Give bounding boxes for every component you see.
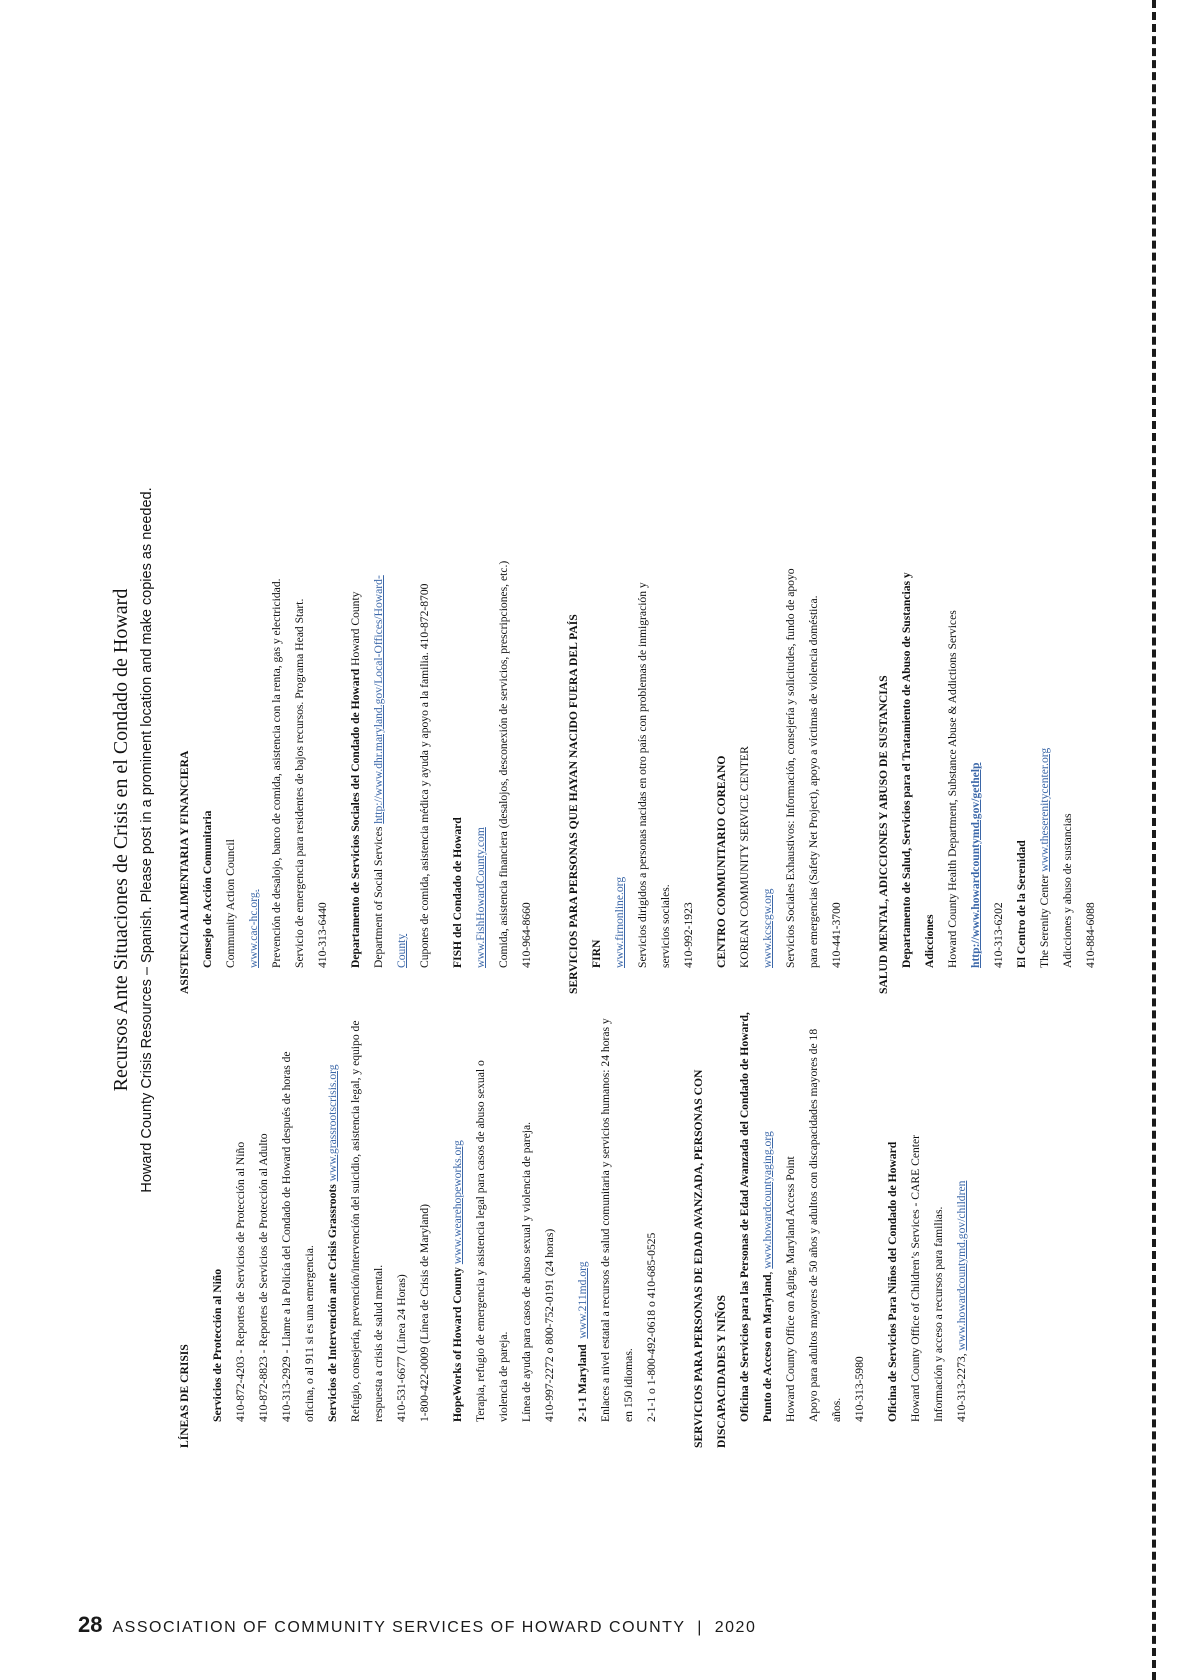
resource-line: Línea de ayuda para casos de abuso sexual y violencia de pareja. [520, 1121, 533, 1422]
section-heading-food-financial: ASISTENCIA ALIMENTARIA Y FINANCIERA [178, 750, 191, 994]
resource-line: 410-313-2929 - Llame a la Policía del Condado de Howard después de horas de [280, 1051, 293, 1422]
resource-line: Refugio, consejería, prevención/intervención del suicidio, asistencia legal, y equipo de [349, 1020, 362, 1422]
resource-serenity-center [1010, 274, 1102, 994]
grassroots-link[interactable]: www.grassrootscrisis.org [326, 1064, 339, 1182]
resource-social-services [344, 274, 436, 994]
resource-phone: 410-313-2273, [955, 1353, 968, 1422]
resource-name-tail: Howard County [349, 591, 362, 666]
resource-name: Servicios de Protección al Niño [211, 1268, 224, 1422]
resource-name: Departamento de Servicios Sociales del Condado de Howard [349, 668, 362, 968]
resource-line: 2-1-1 o 1-800-492-0618 o 410-685-0525 [645, 1232, 658, 1422]
resource-line: Prevención de desalojo, banco de comida, asistencia con la renta, gas y electricidad. [270, 578, 283, 968]
resource-line: 410-872-4203 - Reportes de Servicios de Protección al Niño [234, 1141, 247, 1422]
resource-line: Cupones de comida, asistencia médica y ayuda y apoyo a la familia. 410-872-8700 [418, 583, 431, 968]
resource-line: 410-531-6677 (Línea 24 Horas) [395, 1274, 408, 1422]
resource-name: Departamento de Salud, Servicios para el Tratamiento de Abuso de Sustancias y [900, 572, 913, 968]
page-footer [78, 1612, 756, 1638]
resource-line: Servicio de emergencia para residentes de bajos recursos. Programa Head Start. [293, 598, 306, 968]
resource-line: Apoyo para adultos mayores de 50 años y adultos con discapacidades mayores de 18 [807, 1028, 820, 1422]
resource-hopeworks [446, 998, 561, 1448]
resource-health-department [895, 274, 1010, 994]
resource-line: 410-313-5980 [853, 1356, 866, 1422]
serenity-link[interactable]: www.theserenitycenter.org [1038, 747, 1051, 872]
resource-name: Oficina de Servicios Para Niños del Condado de Howard [886, 1141, 899, 1422]
hopeworks-link[interactable]: www.wearehopeworks.org [451, 1140, 464, 1265]
korean-center-link[interactable]: www.kcscgw.org [761, 888, 774, 968]
resource-line: Enlaces a nivel estatal a recursos de salud comunitaria y servicios humanos: 24 horas y [599, 1018, 612, 1422]
resource-line: 1-800-422-0009 (Línea de Crisis de Maryland) [418, 1204, 431, 1422]
resource-line: servicios sociales. [659, 884, 672, 968]
resource-name: HopeWorks of Howard County [451, 1267, 464, 1422]
page-number: 28 [78, 1612, 103, 1637]
children-link[interactable]: www.howardcountymd.gov/children [955, 1180, 968, 1351]
resource-community-action-council [196, 274, 334, 994]
resource-name: FIRN [590, 939, 603, 968]
resource-line: 410-313-6202 [992, 902, 1005, 968]
resource-line: KOREAN COMMUNITY SERVICE CENTER [738, 746, 751, 968]
resource-line: oficina, o al 911 si es una emergencia. [303, 1245, 316, 1422]
resource-name: 2-1-1 Maryland [576, 1344, 589, 1422]
dashed-cut-line [1152, 0, 1156, 1680]
rotated-document [110, 160, 1097, 1520]
resource-firn [585, 274, 700, 994]
resource-line: para emergencias (Safety Net Project), apoyo a víctimas de violencia doméstica. [807, 595, 820, 968]
resource-line: 410-992-1923 [682, 902, 695, 968]
resource-line: Howard County Health Department, Substance Abuse & Addictions Services [946, 610, 959, 968]
resource-line: 410-313-6440 [316, 902, 329, 968]
resource-office-on-aging: Oficina de Servicios para las Personas de Edad Avanzada del Condado de Howard, Punto de Acceso en Maryland, www.howardcountyaging.org Howard County Office on Aging, Maryland Access Point Apoyo para adultos mayores de 50 años y adultos con discapacidades mayores de 18 años. 410-313-5980 [733, 998, 871, 1448]
resource-line: Howard County Office on Aging, Maryland Access Point [784, 1156, 797, 1422]
resource-name: Servicios de Intervención ante Crisis Grassroots [326, 1184, 339, 1422]
heading-line: DISCAPACIDADES Y NIÑOS [715, 1295, 728, 1448]
resource-korean-center [710, 274, 848, 994]
211-link[interactable]: www.211md.org [576, 1261, 589, 1339]
resource-line: violencia de pareja. [497, 1331, 510, 1422]
resource-line: años. [830, 1397, 843, 1422]
resource-line: Comida, asistencia financiera (desalojos, desconexión de servicios, prescripciones, etc.) [497, 560, 510, 968]
resource-grassroots [321, 998, 436, 1448]
resource-line: Información y acceso a recursos para familias. [932, 1206, 945, 1422]
resource-name: CENTRO COMMUNITARIO COREANO [715, 755, 728, 968]
resource-line: The Serenity Center [1038, 874, 1051, 968]
resource-line: 410-441-3700 [830, 902, 843, 968]
left-column [169, 998, 1102, 1520]
resource-line: Servicios Sociales Exhaustivos: Información, consejería y solicitudes, fundo de apoyo [784, 568, 797, 968]
resource-name: Consejo de Acción Comunitaria [201, 810, 214, 968]
resource-line: 410-884-6088 [1084, 902, 1097, 968]
resource-child-protection [206, 998, 321, 1448]
section-heading-immigrants: SERVICIOS PARA PERSONAS QUE HAYAN NACIDO FUERA DEL PAÍS [567, 614, 580, 994]
gethelp-link[interactable]: http://www.howardcountymd.gov/gethelp [969, 762, 982, 968]
cac-link[interactable]: www.cac-hc.org. [247, 889, 260, 968]
resource-name: Adicciones [923, 914, 936, 968]
resource-name: Punto de Acceso en Maryland [761, 1274, 774, 1422]
resource-line: 410-997-2272 o 800-752-0191 (24 horas) [543, 1228, 556, 1422]
document-subtitle: Howard County Crisis Resources – Spanish. Please post in a prominent location and make copies as needed. [139, 487, 155, 1193]
resource-line: 410-872-8823 - Reportes de Servicios de Protección al Adulto [257, 1133, 270, 1422]
resource-line: Howard County Office of Children’s Services - CARE Center [909, 1135, 922, 1422]
resource-line: respuesta a crisis de salud mental. [372, 1264, 385, 1422]
aging-link[interactable]: www.howardcountyaging.org [761, 1131, 774, 1269]
footer-text: ASSOCIATION OF COMMUNITY SERVICES OF HOWARD COUNTY | 2020 [112, 1619, 757, 1636]
resource-line: Community Action Council [224, 839, 237, 968]
resource-name: FISH del Condado de Howard [451, 817, 464, 968]
heading-line: SERVICIOS PARA PERSONAS DE EDAD AVANZADA, PERSONAS CON [692, 1069, 705, 1448]
resource-name: Oficina de Servicios para las Personas de Edad Avanzada del Condado de Howard, [738, 1012, 751, 1422]
section-heading-aging [687, 998, 733, 1448]
right-column [169, 274, 1102, 994]
document-title: Recursos Ante Situaciones de Crisis en el Condado de Howard [110, 588, 132, 1092]
resource-fish [446, 274, 538, 994]
resource-line: 410-964-8660 [520, 902, 533, 968]
resource-211-maryland [571, 998, 663, 1448]
firn-link[interactable]: www.firnonline.org [613, 876, 626, 968]
resource-line: Adicciones y abuso de sustancias [1061, 813, 1074, 968]
section-heading-mental-health: SALUD MENTAL, ADICCIONES Y ABUSO DE SUSTANCIAS [877, 675, 890, 994]
fish-link[interactable]: www.FishHowardCounty.com [474, 827, 487, 968]
dss-link[interactable]: http://www.dhr.maryland.gov/Local-Offices/Howard- [372, 575, 385, 824]
resource-line: en 150 idiomas. [622, 1348, 635, 1422]
dss-link-continued[interactable]: County [395, 933, 408, 968]
section-heading-crisis-lines: LÍNEAS DE CRISIS [178, 1344, 191, 1448]
resource-name: El Centro de la Serenidad [1015, 840, 1028, 968]
resource-line: Terapia, refugio de emergencia y asistencia legal para casos de abuso sexual o [474, 1060, 487, 1422]
resource-line: Department of Social Services [372, 826, 385, 968]
resource-line: Servicios dirigidos a personas nacidas en otro país con problemas de inmigración y [636, 582, 649, 968]
resource-childrens-services [881, 998, 973, 1448]
